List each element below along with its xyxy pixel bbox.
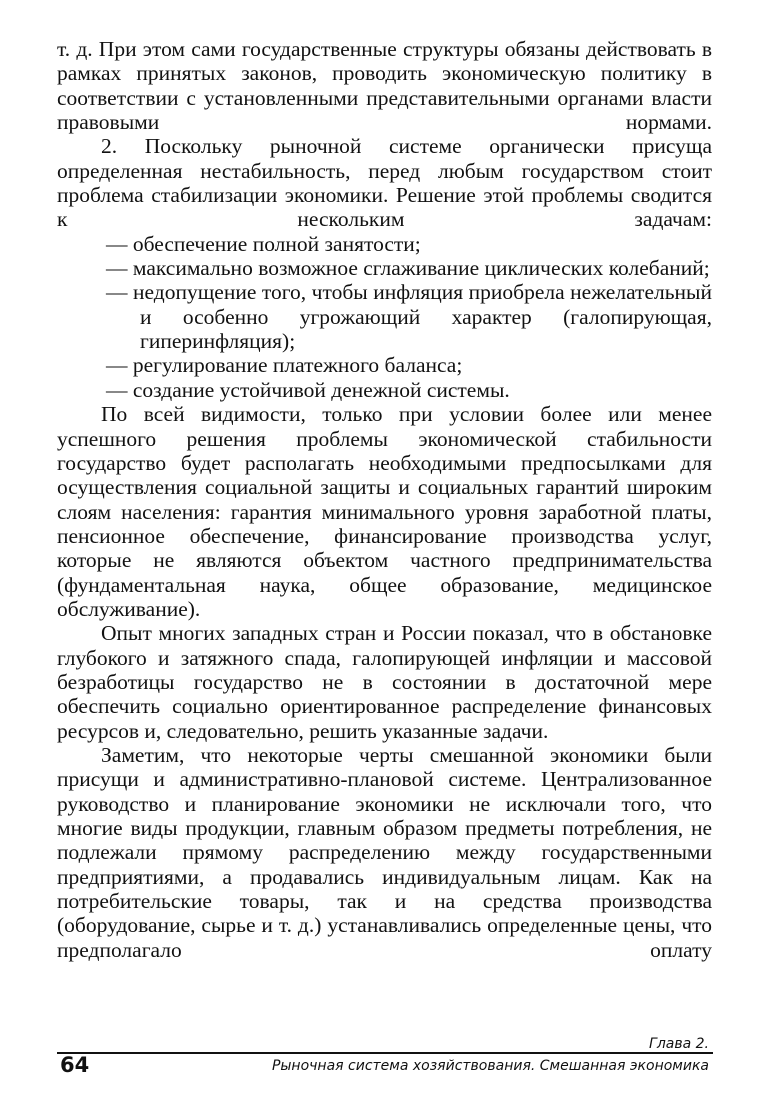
- paragraph-5: Заметим, что некоторые черты смешанной экономики были присущи и административно-плановой системе. Централизованное руководство и планирование экономики не исключали того, что многие виды продукции, главным образом предметы потребления, не подлежали прямому распределению между государственными предприятиями, а продавались индивидуальным лицам. Как на потребительские товары, так и на средства производства (оборудование, сырье и т. д.) устанавливались определенные цены, что предполагало оплату: [57, 742, 712, 962]
- list-item-1: — обеспечение полной занятости;: [106, 231, 421, 256]
- list-item-5: — создание устойчивой денежной системы.: [106, 377, 510, 402]
- body-text: [57, 37, 712, 962]
- page-number: 64: [60, 1053, 90, 1077]
- paragraph-2: 2. Поскольку рыночной системе органически присуща определенная нестабильность, перед любым государством стоит проблема стабилизации экономики. Решение этой проблемы сводится к нескольким задачам:: [57, 134, 712, 232]
- list-item-2: — максимально возможное сглаживание циклических колебаний;: [106, 256, 710, 281]
- paragraph-3: По всей видимости, только при условии более или менее успешного решения проблемы экономической стабильности государство будет располагать необходимыми предпосылками для осуществления социальной защиты и социальных гарантий широким слоям населения: гарантия минимального уровня заработной платы, пенсионное обеспечение, финансирование производства услуг, которые не являются объектом частного предпринимательства (фундаментальная наука, общее образование, медицинское обслуживание).: [57, 402, 712, 621]
- running-title: Рыночная система хозяйствования. Смешанная экономика: [271, 1058, 709, 1074]
- footer-chapter-label: Глава 2.: [649, 1036, 709, 1052]
- paragraph-4: Опыт многих западных стран и России показал, что в обстановке глубокого и затяжного спада, галопирующей инфляции и массовой безработицы государство не в состоянии в достаточной мере обеспечить социально ориентированное распределение финансовых ресурсов и, следовательно, решить указанные задачи.: [57, 621, 712, 743]
- list-item-4: — регулирование платежного баланса;: [106, 353, 463, 378]
- list-item-3: — недопущение того, чтобы инфляция приобрела нежелательный и особенно угрожающий характер (галопирующая, гиперинфляция);: [106, 280, 712, 354]
- paragraph-1: т. д. При этом сами государственные структуры обязаны действовать в рамках принятых законов, проводить экономическую политику в соответствии с установленными представительными органами власти правовыми нормами.: [57, 37, 712, 135]
- footer-divider: [57, 1052, 713, 1054]
